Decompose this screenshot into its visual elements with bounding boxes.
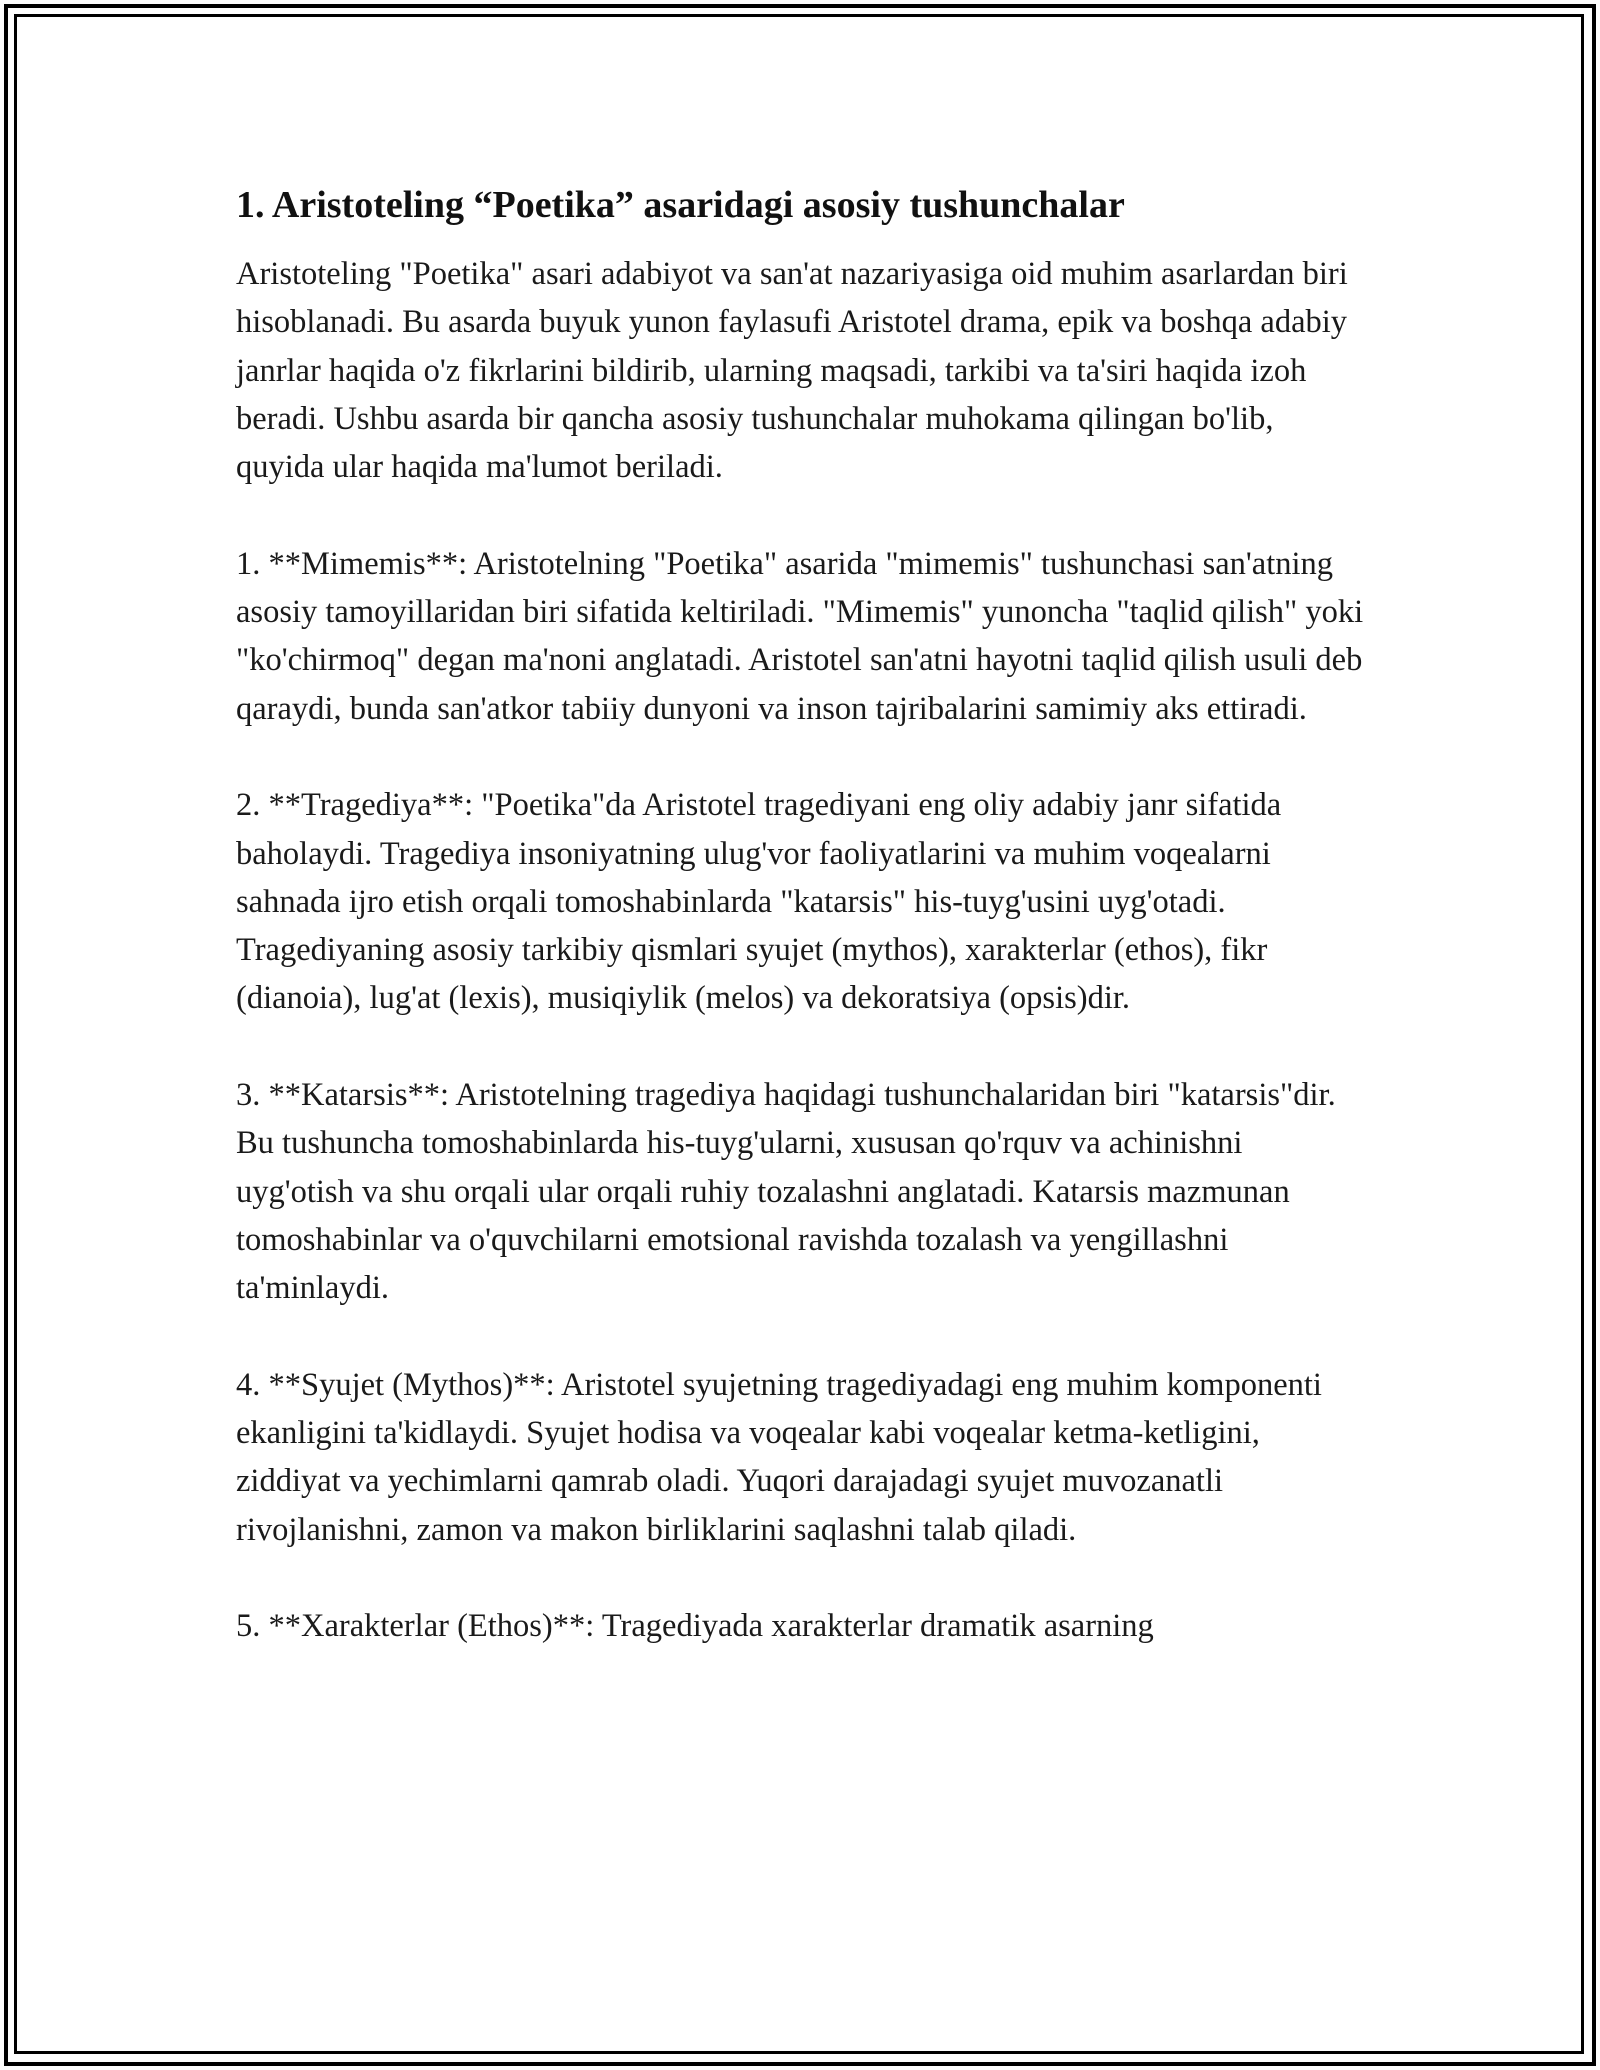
intro-paragraph: Aristoteling "Poetika" asari adabiyot va san'at nazariyasiga oid muhim asarlardan biri hisoblanadi. Bu asarda buyuk yunon faylasufi Aristotel drama, epik va boshqa adabiy janrlar haqida o'z fikrlarini bildirib, ularning maqsadi, tarkibi va ta'siri haqida izoh beradi. Ushbu asarda bir qancha asosiy tushunchalar muhokama qilingan bo'lib, quyida ular haqida ma'lumot beriladi. <box>236 256 1348 486</box>
list-item-syujet: 4. **Syujet (Mythos)**: Aristotel syujetning tragediyadagi eng muhim komponenti ekanligini ta'kidlaydi. Syujet hodisa va voqealar kabi voqealar ketma-ketligini, ziddiyat va yechimlarni qamrab oladi. Yuqori darajadagi syujet muvozanatli rivojlanishni, zamon va makon birliklarini saqlashni talab qiladi. <box>236 1366 1322 1548</box>
document-body <box>236 182 1366 1651</box>
list-item-xarakterlar: 5. **Xarakterlar (Ethos)**: Tragediyada xarakterlar dramatik asarning <box>236 1608 1154 1645</box>
list-item-mimemis: 1. **Mimemis**: Aristotelning "Poetika" asarida "mimemis" tushunchasi san'atning asosiy tamoyillaridan biri sifatida keltiriladi. "Mimemis" yunoncha "taqlid qilish" yoki "ko'chirmoq" degan ma'noni anglatadi. Aristotel san'atni hayotni taqlid qilish usuli deb qaraydi, bunda san'atkor tabiiy dunyoni va inson tajribalarini samimiy aks ettiradi. <box>236 545 1364 727</box>
list-item-katarsis: 3. **Katarsis**: Aristotelning tragediya haqidagi tushunchalaridan biri "katarsis"dir. Bu tushuncha tomoshabinlarda his-tuyg'ularni, xususan qo'rquv va achinishni uyg'otish va shu orqali ular orqali ruhiy tozalashni anglatadi. Katarsis mazmunan tomoshabinlar va o'quvchilarni emotsional ravishda tozalash va yengillashni ta'minlaydi. <box>236 1077 1336 1307</box>
document-title: 1. Aristoteling “Poetika” asaridagi asosiy tushunchalar <box>236 184 1125 226</box>
list-item-tragediya: 2. **Tragediya**: "Poetika"da Aristotel tragediyani eng oliy adabiy janr sifatida baholaydi. Tragediya insoniyatning ulug'vor faoliyatlarini va muhim voqealarni sahnada ijro etish orqali tomoshabinlarda "katarsis" his-tuyg'usini uyg'otadi. Tragediyaning asosiy tarkibiy qismlari syujet (mythos), xarakterlar (ethos), fikr (dianoia), lug'at (lexis), musiqiylik (melos) va dekoratsiya (opsis)dir. <box>236 787 1282 1017</box>
